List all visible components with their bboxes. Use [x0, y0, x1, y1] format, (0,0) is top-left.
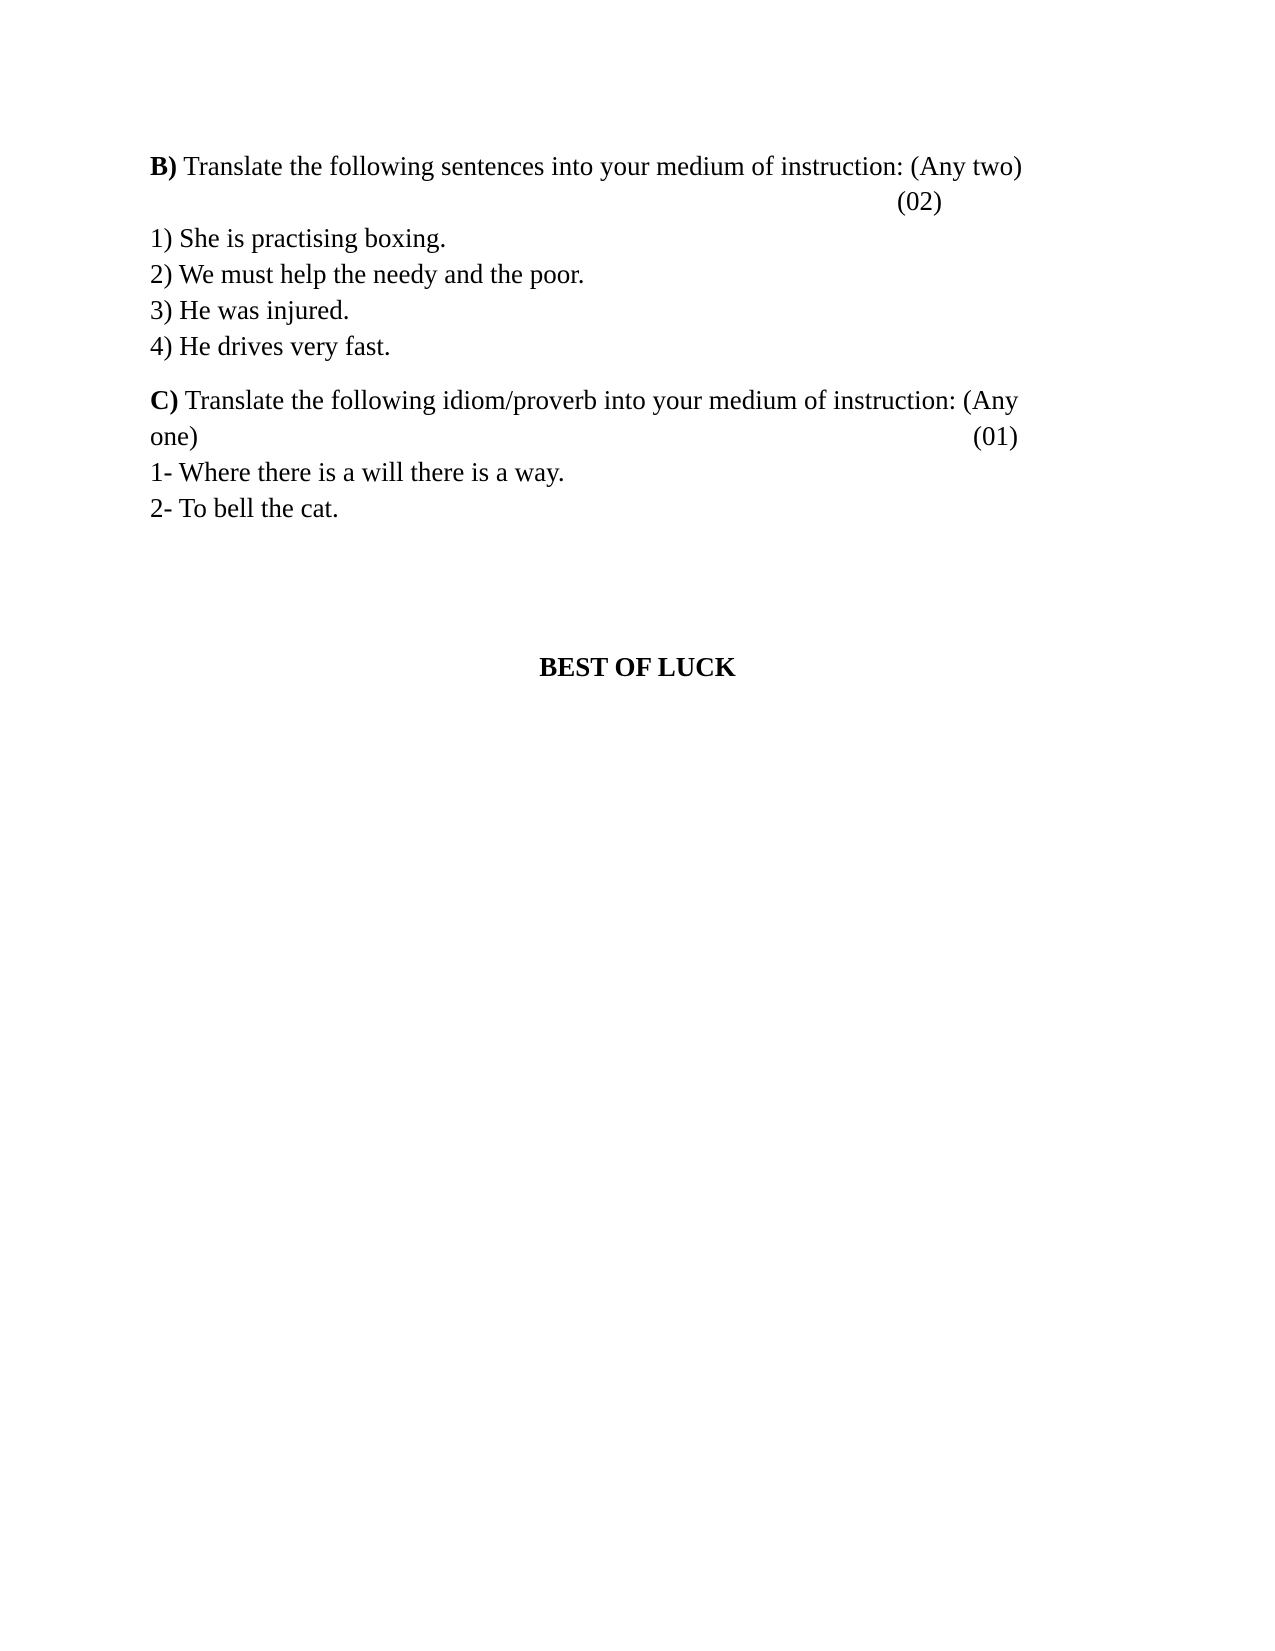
section-c-instruction-continued: one) [150, 421, 198, 451]
section-c-item-1: 1- Where there is a will there is a way. [150, 457, 565, 487]
section-b-label: B) [150, 151, 177, 181]
section-b-item-4: 4) He drives very fast. [150, 331, 391, 361]
closing-message: BEST OF LUCK [539, 652, 736, 682]
section-c-item-2: 2- To bell the cat. [150, 493, 339, 523]
section-b-item-3: 3) He was injured. [150, 295, 350, 325]
section-c-heading [150, 383, 1018, 417]
section-b-item-1: 1) She is practising boxing. [150, 223, 447, 253]
section-b-item-2: 2) We must help the needy and the poor. [150, 259, 585, 289]
section-c-instruction: Translate the following idiom/proverb into your medium of instruction: (Any [178, 385, 1019, 415]
section-b-heading [150, 149, 1022, 183]
section-c-marks: (01) [973, 421, 1018, 451]
section-c-label: C) [150, 385, 179, 415]
section-b-instruction: Translate the following sentences into your medium of instruction: (Any two) [177, 151, 1023, 181]
section-b-marks: (02) [897, 186, 942, 216]
